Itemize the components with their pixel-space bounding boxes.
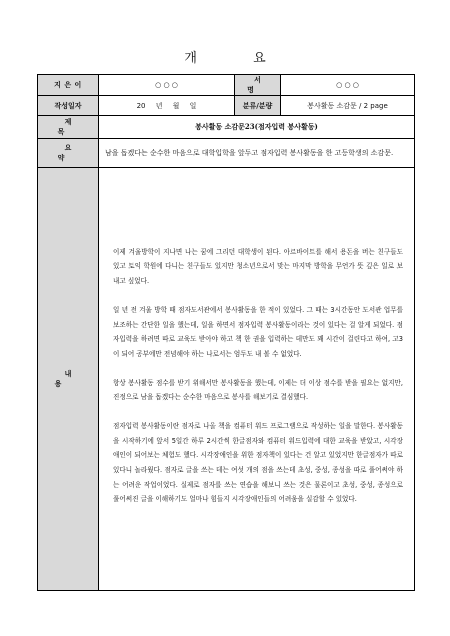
author-label: 지 은 이	[38, 75, 99, 96]
content-paragraph-2: 일 년 전 겨울 방학 때 점자도서관에서 봉사활동을 한 적이 있었다. 그 때는 3시간동안 도서관 업무를 보조하는 간단한 일을 했는데, 일을 하면서 점자입력 봉사활동이라는 것이 있다는 걸 알게 되었다. 점자입력을 하려면 따로 교육도 받아야 하고 책 한 권을 입력하는 데만도 꽤 시간이 걸린다고 하여, 고3이 되어 공부에만 전념해야 하는 나로서는 엄두도 내 볼 수 없었다.	[113, 305, 403, 358]
summary-value: 남을 돕겠다는 순수한 마음으로 대학입학을 앞두고 점자입력 봉사활동을 한 고등학생의 소감문.	[99, 139, 415, 168]
category-value: 봉사활동 소감문 / 2 page	[281, 96, 415, 116]
author-value: ○ ○ ○	[99, 75, 235, 96]
date-row	[38, 96, 415, 116]
summary-row	[38, 139, 415, 168]
signature-value: ○ ○ ○	[281, 75, 415, 96]
author-row	[38, 75, 415, 96]
overview-form	[37, 74, 415, 591]
content-body	[99, 168, 415, 591]
subject-label: 제 목	[38, 116, 99, 139]
date-label: 작성일자	[38, 96, 99, 116]
content-row	[38, 168, 415, 591]
content-paragraph-3: 항상 봉사활동 점수를 받기 위해서만 봉사활동을 했는데, 이제는 더 이상 점수를 받을 필요는 없지만, 진정으로 남을 돕겠다는 순수한 마음으로 봉사를 해보기로 결심했다.	[113, 378, 403, 402]
content-paragraph-4: 점자입력 봉사활동이란 점자로 나올 책을 컴퓨터 워드 프로그램으로 작성하는 일을 말한다. 봉사활동을 시작하기에 앞서 5일간 하루 2시간씩 한글점자와 컴퓨터 워드입력에 대한 교육을 받았고, 시각장애인이 되어보는 체험도 했다. 시각장애인을 위한 점자책이 있다는 건 알고 있었지만 한글점자가 따로 있다니 놀라웠다. 점자로 글을 쓰는 데는 여섯 개의 점을 쓰는데 초성, 중성, 종성을 따로 풀어써야 하는 어려운 작업이었다. 실제로 점자를 쓰는 연습을 해보니 쓰는 것은 물론이고 초성, 중성, 종성으로 풀어써진 글을 이해하기도 얼마나 힘들지 시각장애인들의 어려움을 실감할 수 있었다.	[113, 422, 403, 504]
signature-label: 서 명	[235, 75, 281, 96]
content-label: 내 용	[38, 168, 99, 591]
content-paragraph-1: 이제 겨울방학이 지나면 나는 꿈에 그리던 대학생이 된다. 아르바이트를 해서 용돈을 버는 친구들도 있고 토익 학원에 다니는 친구들도 있지만 청소년으로서 맞는 마지막 방학을 무언가 뜻 깊은 일로 보내고 싶었다.	[113, 247, 403, 285]
subject-value: 봉사활동 소감문23(점자입력 봉사활동)	[99, 116, 415, 139]
summary-label: 요 약	[38, 139, 99, 168]
category-label: 분류/분량	[235, 96, 281, 116]
subject-row	[38, 116, 415, 139]
date-value: 20 년 월 일	[99, 96, 235, 116]
page-title: 개 요	[184, 51, 292, 66]
